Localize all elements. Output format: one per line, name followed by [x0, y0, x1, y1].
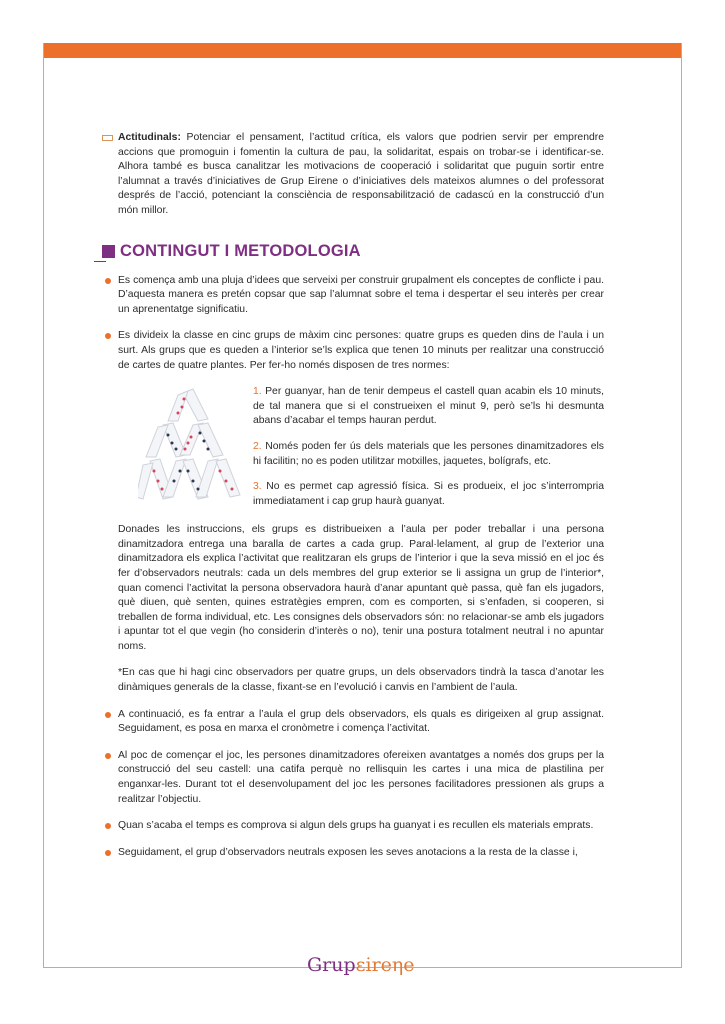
attitudinals-label: Actitudinals: [118, 132, 181, 143]
dot-bullet-icon [105, 333, 111, 339]
rule-text: Només poden fer ús dels materials que les persones dinamitzadores els hi facilitin; no es poden utilitzar motxilles, jaquetes, bolígrafs, etc. [253, 440, 604, 467]
dot-bullet-icon [105, 712, 111, 718]
rule-item [253, 480, 604, 509]
footnote: *En cas que hi hagi cinc observadors per quatre grups, un dels observadors tindrà la tasca d’anotar les dinàmiques generals de la classe, fixant-se en l’evolució i canvis en l’ambient de l’aula. [118, 667, 604, 694]
list-item [102, 708, 604, 737]
checkbox-bullet-icon [102, 135, 113, 141]
list-item-text: Quan s’acaba el temps es comprova si algun dels grups ha guanyat i es recullen els materials emprats. [118, 820, 594, 832]
attitudinals-text: Potenciar el pensament, l’actitud crítica, els valors que podrien servir per emprendre accions que promoguin i fomentin la cultura de pau, la solidaritat, espais on trobar-se i identificar-se. Alhora també es busca canalitzar les motivacions de cooperació i solidaritat que puguin sortir entre l’alumnat a través d’iniciatives de Grup Eirene o d’iniciatives dels mateixos alumnes o del professorat després de l’acció, potenciant la consciència de responsabilització de cadascú en la construcció d’un món millor. [118, 132, 604, 216]
rule-number: 2. [253, 440, 262, 452]
dot-bullet-icon [105, 823, 111, 829]
dot-bullet-icon [105, 850, 111, 856]
dot-bullet-icon [105, 753, 111, 759]
rule-text: Per guanyar, han de tenir dempeus el castell quan acabin els 10 minuts, de tal manera que si el construeixen el minut 9, però se’ls hi desmunta abans d’acabar el temps hauran perdut. [253, 386, 604, 427]
list-item [102, 274, 604, 318]
list-item-text: Es divideix la classe en cinc grups de màxim cinc persones: quatre grups es queden dins de l’aula i un surt. Als grups que es queden a l’interior se’ls explica que tenen 10 minuts per realitzar una construcció de cartes de quatre plantes. Per fer-ho només disposen de tres normes: [118, 330, 604, 371]
logo-text-grup: Grup [307, 954, 356, 976]
house-of-cards-image [138, 385, 248, 505]
list-item [102, 749, 604, 807]
heading-rule [94, 261, 106, 262]
footer-rule-right [432, 967, 682, 968]
grup-eirene-logo [307, 954, 415, 976]
list-item-text: Al poc de començar el joc, les persones dinamitzadores ofereixen avantatges a només dos grups per la construcció del seu castell: una catifa perquè no rellisquin les cartes i una mica de plastilina per enganxar-les. Durant tot el desenvolupament del joc les persones facilitadores pressionen als grups a realitzar l’objectiu. [118, 749, 604, 805]
dot-bullet-icon [105, 278, 111, 284]
list-item-text: Es comença amb una pluja d’idees que serveixi per construir grupalment els conceptes de conflicte i pau. D’aquesta manera es pretén copsar que sap l’alumnat sobre el tema i despertar el seu interès per crear un aprenentatge significatiu. [118, 274, 604, 315]
attitudinals-item [102, 131, 604, 219]
rule-item [253, 385, 604, 429]
list-item [102, 329, 604, 373]
page-content [102, 131, 604, 860]
rule-item [253, 440, 604, 469]
list-item [102, 846, 604, 861]
logo-text-eirene: εireηe [355, 954, 415, 976]
list-item-text: A continuació, es fa entrar a l’aula el grup dels observadors, els quals es dirigeixen al grup assignat. Seguidament, es posa en marxa el cronòmetre i comença l’activitat. [118, 708, 604, 735]
rules-list [253, 385, 604, 520]
footer-rule-left [43, 967, 296, 968]
list-item-text: Seguidament, el grup d’observadors neutrals exposen les seves anotacions a la resta de la classe i, [118, 846, 578, 858]
square-bullet-icon [102, 245, 115, 258]
instructions-paragraph: Donades les instruccions, els grups es distribueixen a l’aula per poder treballar i una persona dinamitzadora entrega una baralla de cartes a cada grup. Paral·lelament, al grup de l’exterior una dinamitzadora els explica l’activitat que realitzaran els grups de l’interior i que la seva missió en el joc és fer d’observadors neutrals: cada un dels membres del grup exterior se li assigna un grup de l’interior*, quan comenci l’activitat la persona observadora haurà d’anar apuntant què passa, què fan els jugadors, què diuen, què senten, quines estratègies empren, com es comporten, si s’enfaden, si cooperen, si treballen de forma individual, etc. Les consignes dels observadors són: no relacionar-se amb els jugadors i apuntar tot el que vegin (ho considerin d’interès o no), tenir una postura totalment neutral i no apuntar noms. [118, 524, 604, 652]
rules-block [102, 385, 604, 511]
section-heading [102, 242, 604, 262]
rule-number: 3. [253, 481, 262, 493]
rule-number: 1. [253, 386, 262, 398]
rule-text: No es permet cap agressió física. Si es produeix, el joc s’interrompria immediatament i cap grup haurà guanyat. [253, 481, 604, 507]
section-title: CONTINGUT I METODOLOGIA [120, 242, 361, 261]
list-item [102, 819, 604, 834]
